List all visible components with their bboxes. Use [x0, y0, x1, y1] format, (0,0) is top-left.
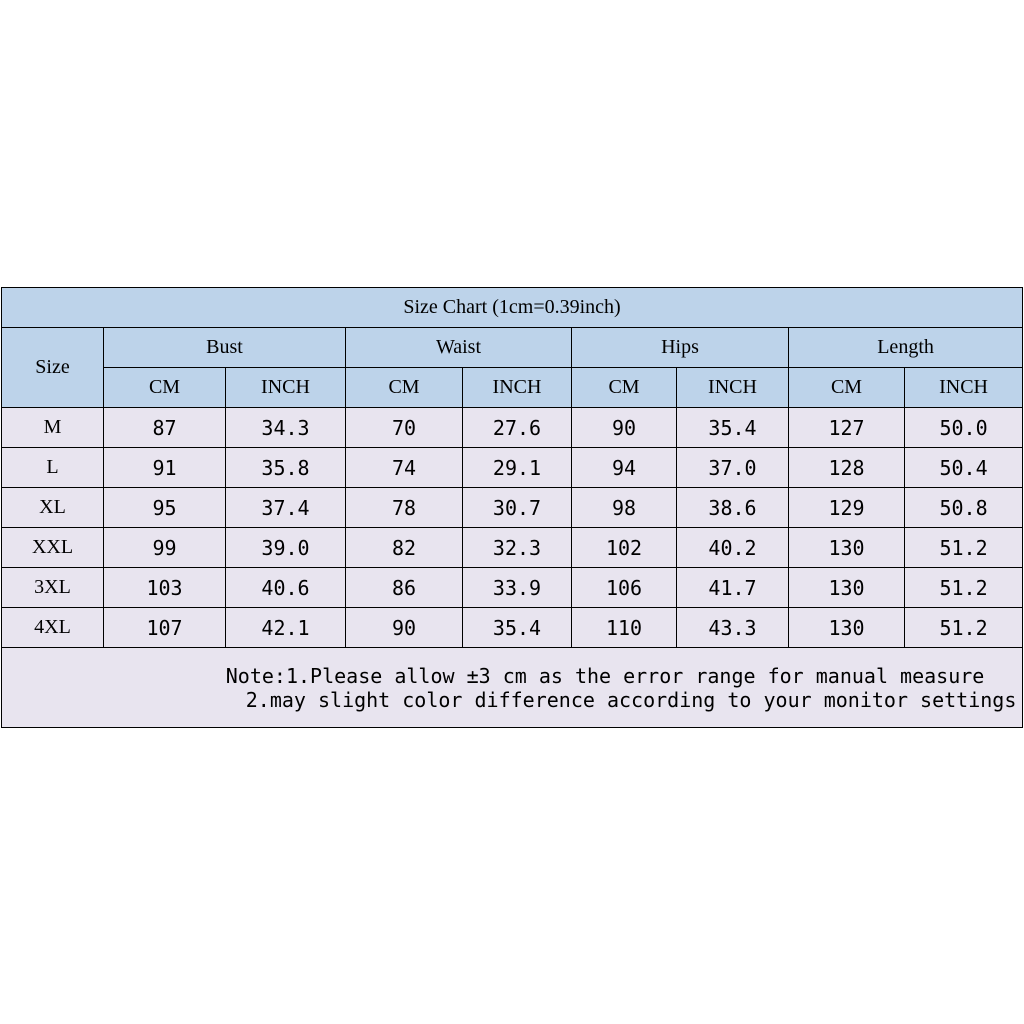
unit-header: CM	[572, 368, 677, 408]
value-cell: 34.3	[226, 408, 346, 448]
unit-header: INCH	[226, 368, 346, 408]
value-cell: 51.2	[905, 528, 1023, 568]
size-column-header: Size	[2, 328, 104, 408]
value-cell: 130	[789, 528, 905, 568]
value-cell: 78	[346, 488, 463, 528]
size-chart-table	[1, 287, 1023, 728]
value-cell: 35.8	[226, 448, 346, 488]
table-row	[2, 608, 1023, 648]
value-cell: 90	[572, 408, 677, 448]
value-cell: 107	[104, 608, 226, 648]
value-cell: 103	[104, 568, 226, 608]
group-header-waist: Waist	[346, 328, 572, 368]
value-cell: 51.2	[905, 568, 1023, 608]
value-cell: 27.6	[463, 408, 572, 448]
value-cell: 70	[346, 408, 463, 448]
value-cell: 74	[346, 448, 463, 488]
size-cell: 4XL	[2, 608, 104, 648]
unit-header: INCH	[905, 368, 1023, 408]
value-cell: 39.0	[226, 528, 346, 568]
value-cell: 130	[789, 568, 905, 608]
size-cell: XL	[2, 488, 104, 528]
note-line-2: 2.may slight color difference according to your monitor settings	[245, 687, 1017, 712]
size-cell: XXL	[2, 528, 104, 568]
value-cell: 128	[789, 448, 905, 488]
value-cell: 94	[572, 448, 677, 488]
size-cell: 3XL	[2, 568, 104, 608]
value-cell: 50.4	[905, 448, 1023, 488]
value-cell: 127	[789, 408, 905, 448]
table-row	[2, 528, 1023, 568]
value-cell: 29.1	[463, 448, 572, 488]
value-cell: 99	[104, 528, 226, 568]
value-cell: 37.0	[677, 448, 789, 488]
unit-header: CM	[104, 368, 226, 408]
table-row	[2, 448, 1023, 488]
chart-title: Size Chart (1cm=0.39inch)	[2, 288, 1023, 328]
value-cell: 102	[572, 528, 677, 568]
group-header-hips: Hips	[572, 328, 789, 368]
size-cell: M	[2, 408, 104, 448]
value-cell: 106	[572, 568, 677, 608]
table-row	[2, 488, 1023, 528]
value-cell: 50.0	[905, 408, 1023, 448]
value-cell: 51.2	[905, 608, 1023, 648]
group-header-length: Length	[789, 328, 1023, 368]
value-cell: 40.6	[226, 568, 346, 608]
unit-header: INCH	[463, 368, 572, 408]
value-cell: 42.1	[226, 608, 346, 648]
table-row	[2, 568, 1023, 608]
value-cell: 95	[104, 488, 226, 528]
value-cell: 130	[789, 608, 905, 648]
value-cell: 86	[346, 568, 463, 608]
value-cell: 43.3	[677, 608, 789, 648]
value-cell: 30.7	[463, 488, 572, 528]
group-header-bust: Bust	[104, 328, 346, 368]
value-cell: 129	[789, 488, 905, 528]
unit-header: INCH	[677, 368, 789, 408]
value-cell: 87	[104, 408, 226, 448]
value-cell: 35.4	[677, 408, 789, 448]
value-cell: 37.4	[226, 488, 346, 528]
value-cell: 38.6	[677, 488, 789, 528]
value-cell: 50.8	[905, 488, 1023, 528]
value-cell: 82	[346, 528, 463, 568]
note-cell	[2, 648, 1023, 728]
value-cell: 90	[346, 608, 463, 648]
unit-header: CM	[346, 368, 463, 408]
value-cell: 35.4	[463, 608, 572, 648]
value-cell: 98	[572, 488, 677, 528]
table-row	[2, 408, 1023, 448]
value-cell: 33.9	[463, 568, 572, 608]
size-cell: L	[2, 448, 104, 488]
value-cell: 40.2	[677, 528, 789, 568]
note-line-1: Note:1.Please allow ±3 cm as the error range for manual measure	[225, 663, 985, 688]
value-cell: 41.7	[677, 568, 789, 608]
value-cell: 32.3	[463, 528, 572, 568]
value-cell: 110	[572, 608, 677, 648]
value-cell: 91	[104, 448, 226, 488]
unit-header: CM	[789, 368, 905, 408]
